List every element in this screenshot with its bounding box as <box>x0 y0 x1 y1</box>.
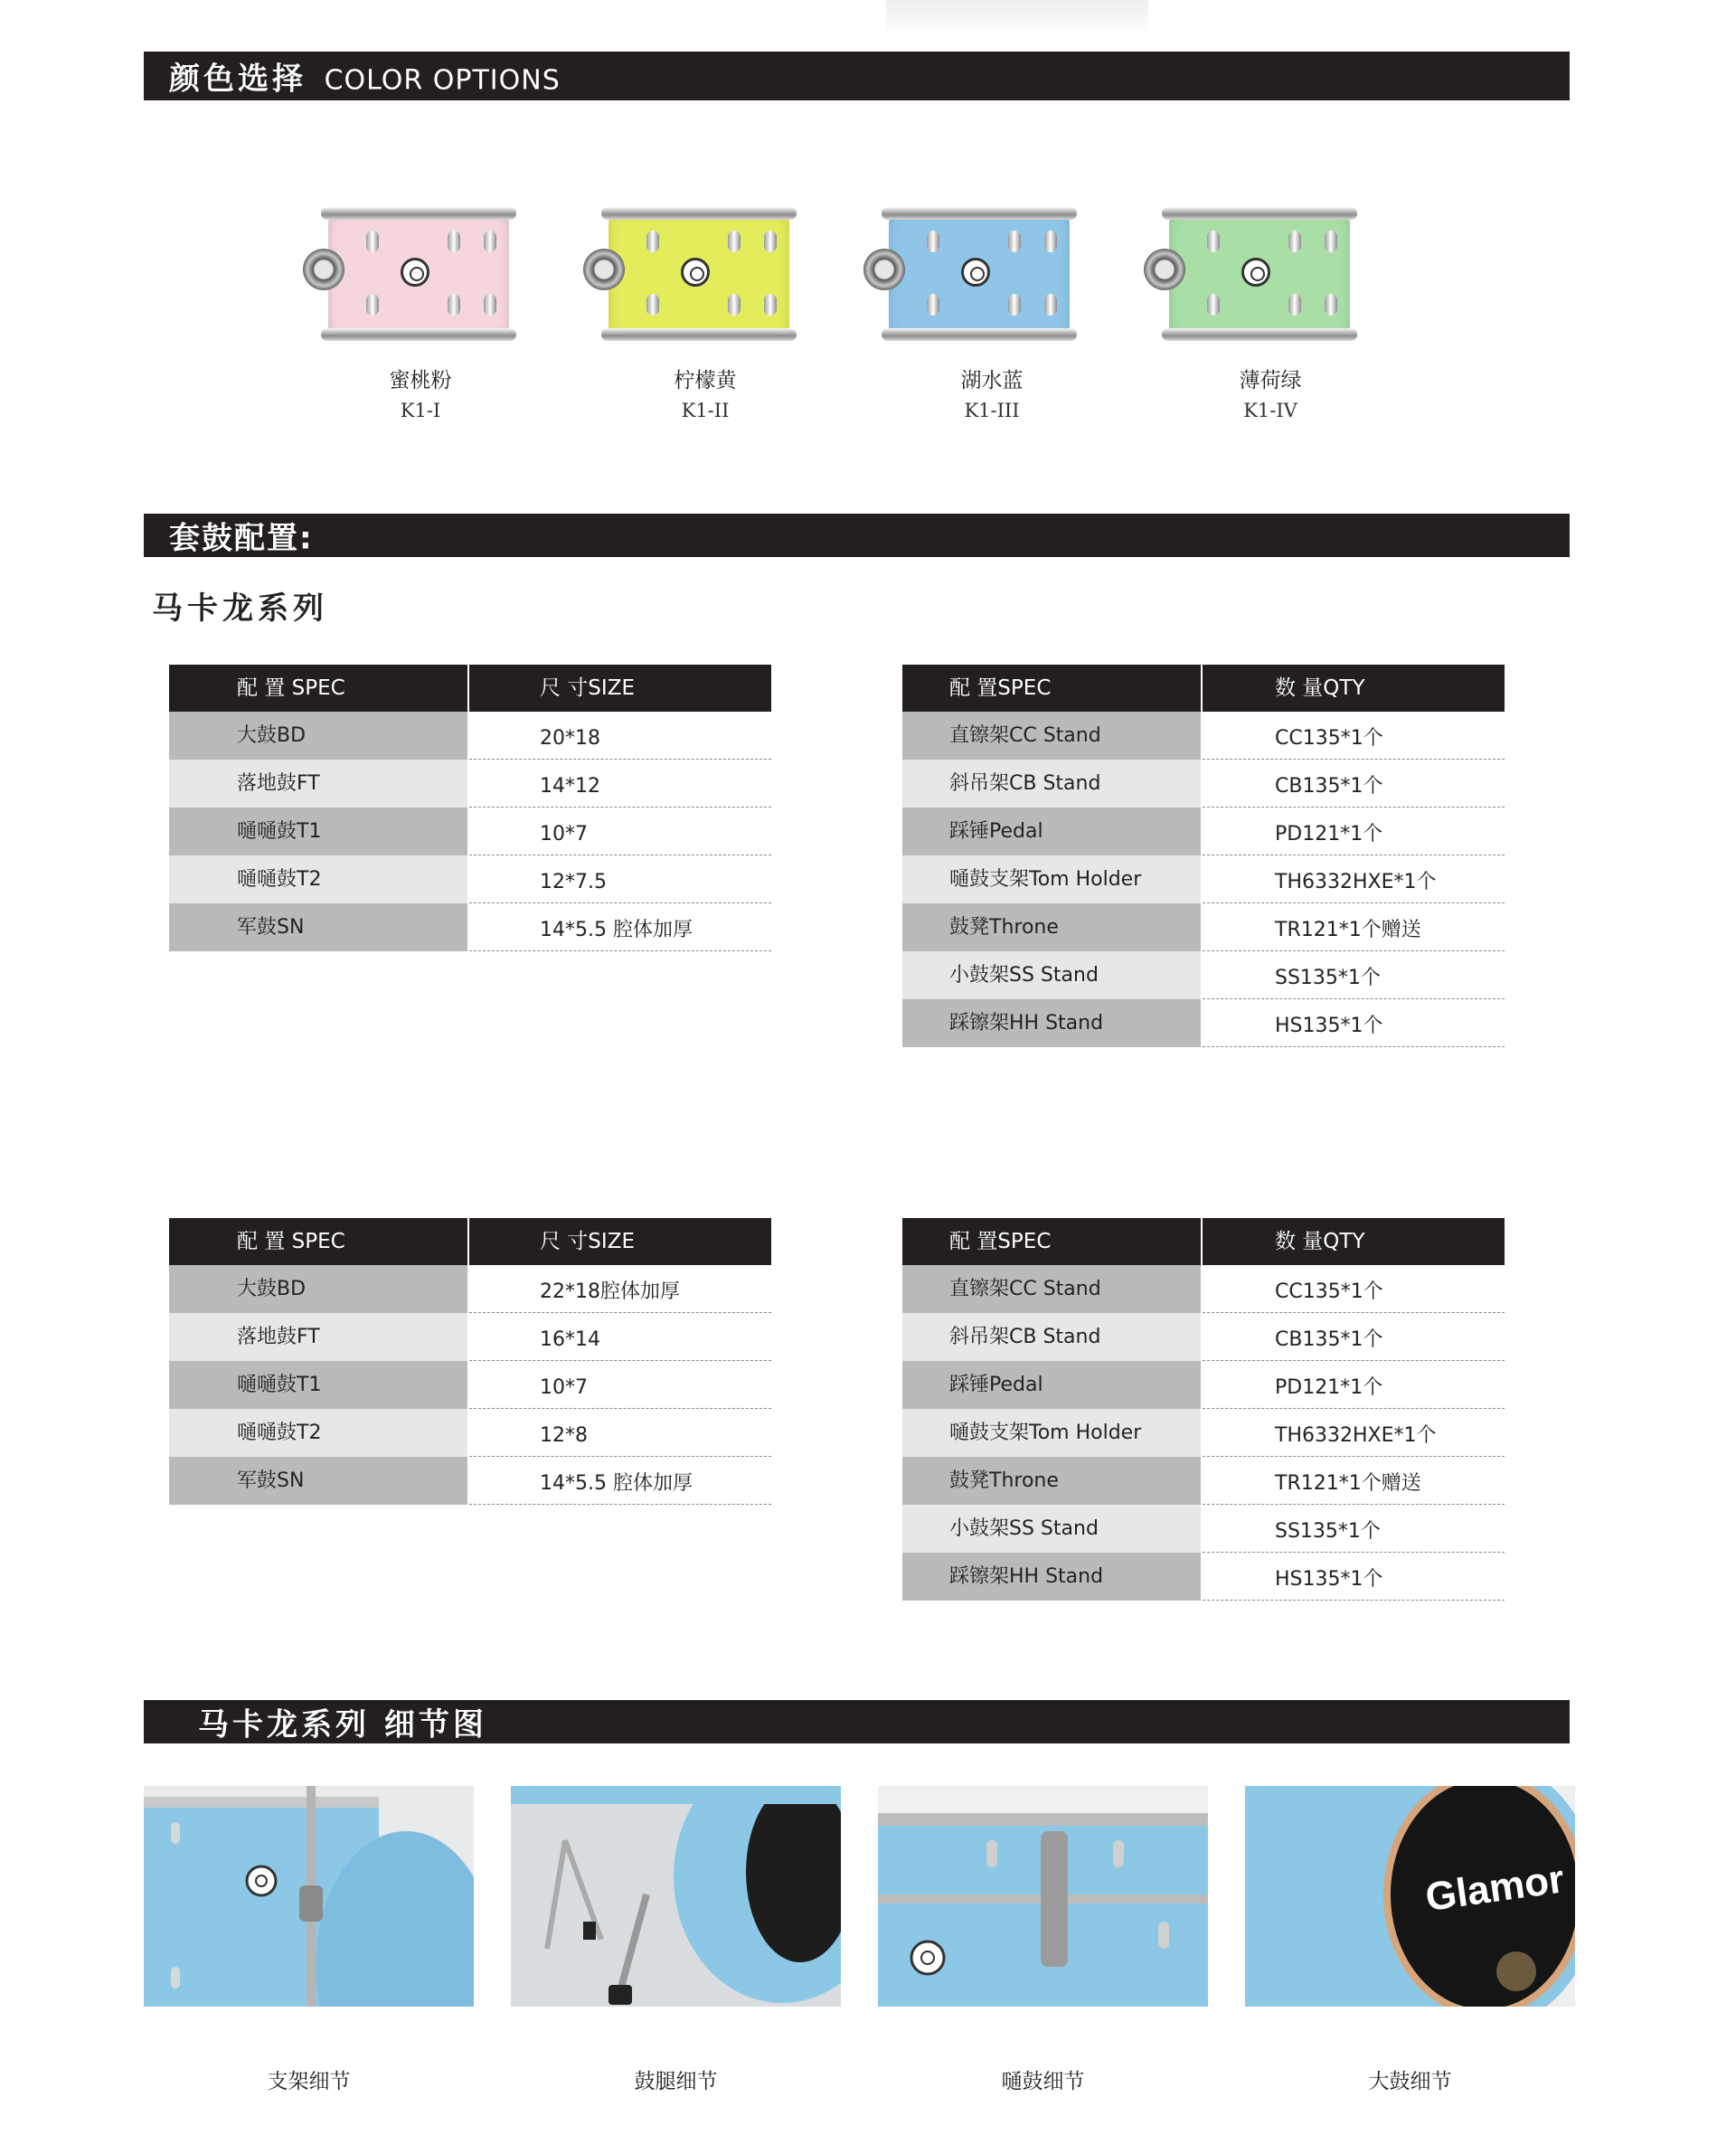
kit-config-title: 套鼓配置: <box>169 520 314 557</box>
tom-detail-caption: 嗵鼓细节 <box>1001 2070 1085 2093</box>
drum-lug <box>764 231 777 252</box>
header-value: 尺 寸SIZE <box>469 665 771 712</box>
drum-lug <box>1008 231 1021 252</box>
value-cell: SS135*1个 <box>1203 1505 1505 1553</box>
value-cell: 14*5.5 腔体加厚 <box>469 1457 771 1505</box>
drum-swatch-4 <box>1144 194 1370 357</box>
drum-rim <box>321 207 516 220</box>
drum-lug <box>448 231 460 252</box>
bass-drum-detail-photo <box>1245 1786 1575 2007</box>
spec-cell: 嗵嗵鼓T2 <box>169 855 467 903</box>
value-cell: 22*18腔体加厚 <box>469 1265 771 1313</box>
header-value: 数 量QTY <box>1203 1218 1505 1265</box>
value-cell: PD121*1个 <box>1203 808 1505 855</box>
kit-b-hardware-table <box>902 1218 1505 1601</box>
drum-lug <box>646 294 659 316</box>
brand-badge-icon <box>1241 258 1270 287</box>
value-cell: CC135*1个 <box>1203 712 1505 760</box>
drum-lug <box>1008 294 1021 316</box>
drum-rim <box>882 328 1077 341</box>
spec-cell: 踩锤Pedal <box>902 1361 1201 1409</box>
header-spec: 配 置 SPEC <box>169 1218 467 1265</box>
drum-rim <box>1162 207 1357 220</box>
color-name: 湖水蓝 <box>960 369 1024 392</box>
color-code: K1-III <box>964 400 1020 421</box>
drum-lug <box>1044 231 1057 252</box>
drum-lug <box>484 231 496 252</box>
value-cell: 10*7 <box>469 808 771 855</box>
drum-swatch-3 <box>863 194 1090 357</box>
detail-header <box>144 1700 1570 1743</box>
brand-badge-icon <box>681 258 710 287</box>
color-name: 薄荷绿 <box>1239 369 1302 392</box>
spec-cell: 嗵嗵鼓T1 <box>169 808 467 855</box>
drum-rim <box>1162 328 1357 341</box>
spec-cell: 鼓凳Throne <box>902 903 1201 951</box>
tom-detail-photo <box>878 1786 1208 2007</box>
tom-mount-icon <box>583 249 625 290</box>
drum-lug <box>1044 294 1057 316</box>
kit-a-hardware-table <box>902 665 1505 1047</box>
drum-lug <box>1207 231 1220 252</box>
drum-lug <box>927 294 939 316</box>
stand-detail-photo <box>144 1786 474 2007</box>
header-spec: 配 置SPEC <box>902 1218 1201 1265</box>
drum-lug <box>1207 294 1220 316</box>
spec-cell: 斜吊架CB Stand <box>902 1313 1201 1361</box>
spec-cell: 军鼓SN <box>169 1457 467 1505</box>
color-code: K1-I <box>400 400 441 421</box>
spec-cell: 踩镲架HH Stand <box>902 1553 1201 1601</box>
spec-cell: 落地鼓FT <box>169 1313 467 1361</box>
header-spec: 配 置 SPEC <box>169 665 467 712</box>
color-options-title-en: COLOR OPTIONS <box>324 64 561 97</box>
value-cell: 12*8 <box>469 1409 771 1457</box>
tom-mount-icon <box>1144 249 1185 290</box>
value-cell: CC135*1个 <box>1203 1265 1505 1313</box>
spec-cell: 直镲架CC Stand <box>902 712 1201 760</box>
color-code: K1-II <box>681 400 730 421</box>
drum-lug <box>927 231 939 252</box>
color-name: 蜜桃粉 <box>389 369 452 392</box>
top-gradient-strip <box>886 0 1148 36</box>
spec-cell: 大鼓BD <box>169 712 467 760</box>
drum-lug <box>366 231 379 252</box>
detail-title: 马卡龙系列 细节图 <box>198 1706 487 1743</box>
drum-lug <box>728 231 741 252</box>
drum-lug <box>484 294 496 316</box>
leg-detail-caption: 鼓腿细节 <box>634 2070 718 2093</box>
color-name: 柠檬黄 <box>674 369 737 392</box>
drum-rim <box>321 328 516 341</box>
drum-lug <box>1288 231 1301 252</box>
drum-rim <box>601 207 797 220</box>
drum-rim <box>882 207 1077 220</box>
header-value: 尺 寸SIZE <box>469 1218 771 1265</box>
drum-swatch-1 <box>303 194 529 357</box>
spec-cell: 大鼓BD <box>169 1265 467 1313</box>
drum-lug <box>1325 231 1337 252</box>
spec-cell: 嗵鼓支架Tom Holder <box>902 855 1201 903</box>
drum-lug <box>1288 294 1301 316</box>
leg-detail-photo <box>511 1786 841 2007</box>
value-cell: SS135*1个 <box>1203 951 1505 999</box>
spec-cell: 踩锤Pedal <box>902 808 1201 855</box>
series-title: 马卡龙系列 <box>152 590 328 627</box>
drum-swatch-2 <box>583 194 809 357</box>
header-spec: 配 置SPEC <box>902 665 1201 712</box>
kit-config-header <box>144 514 1570 557</box>
bass-drum-detail-caption: 大鼓细节 <box>1368 2070 1452 2093</box>
value-cell: 14*12 <box>469 760 771 808</box>
spec-cell: 直镲架CC Stand <box>902 1265 1201 1313</box>
drum-rim <box>601 328 797 341</box>
value-cell: 12*7.5 <box>469 855 771 903</box>
spec-cell: 嗵鼓支架Tom Holder <box>902 1409 1201 1457</box>
color-options-title <box>169 54 561 99</box>
value-cell: TR121*1个赠送 <box>1203 903 1505 951</box>
value-cell: PD121*1个 <box>1203 1361 1505 1409</box>
drum-lug <box>728 294 741 316</box>
spec-cell: 军鼓SN <box>169 903 467 951</box>
color-options-header <box>144 52 1570 100</box>
color-options-title-cn: 颜色选择 <box>169 61 307 98</box>
value-cell: 14*5.5 腔体加厚 <box>469 903 771 951</box>
tom-mount-icon <box>303 249 344 290</box>
kit-a-size-table <box>169 665 771 951</box>
drum-lug <box>366 294 379 316</box>
value-cell: HS135*1个 <box>1203 999 1505 1047</box>
value-cell: CB135*1个 <box>1203 1313 1505 1361</box>
spec-cell: 嗵嗵鼓T1 <box>169 1361 467 1409</box>
spec-cell: 鼓凳Throne <box>902 1457 1201 1505</box>
brand-badge-icon <box>961 258 990 287</box>
spec-cell: 落地鼓FT <box>169 760 467 808</box>
header-value: 数 量QTY <box>1203 665 1505 712</box>
value-cell: 16*14 <box>469 1313 771 1361</box>
tom-mount-icon <box>863 249 905 290</box>
brand-badge-icon <box>401 258 429 287</box>
spec-cell: 小鼓架SS Stand <box>902 1505 1201 1553</box>
drum-lug <box>448 294 460 316</box>
spec-cell: 小鼓架SS Stand <box>902 951 1201 999</box>
drum-lug <box>646 231 659 252</box>
value-cell: TR121*1个赠送 <box>1203 1457 1505 1505</box>
value-cell: TH6332HXE*1个 <box>1203 1409 1505 1457</box>
kit-b-size-table <box>169 1218 771 1505</box>
value-cell: 20*18 <box>469 712 771 760</box>
value-cell: TH6332HXE*1个 <box>1203 855 1505 903</box>
drum-lug <box>1325 294 1337 316</box>
value-cell: CB135*1个 <box>1203 760 1505 808</box>
drum-lug <box>764 294 777 316</box>
spec-cell: 踩镲架HH Stand <box>902 999 1201 1047</box>
value-cell: 10*7 <box>469 1361 771 1409</box>
value-cell: HS135*1个 <box>1203 1553 1505 1601</box>
stand-detail-caption: 支架细节 <box>267 2070 351 2093</box>
color-code: K1-IV <box>1243 400 1297 421</box>
spec-cell: 斜吊架CB Stand <box>902 760 1201 808</box>
spec-cell: 嗵嗵鼓T2 <box>169 1409 467 1457</box>
glamor-logo: Glamor <box>1422 1856 1567 1921</box>
